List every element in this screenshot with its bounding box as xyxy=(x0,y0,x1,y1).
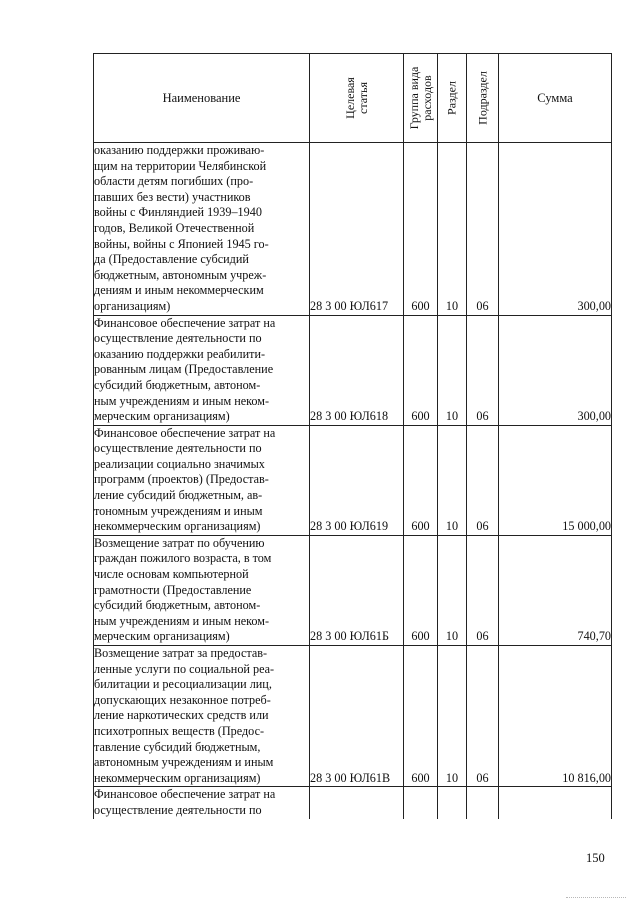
row-section: 10 xyxy=(438,646,467,787)
table-row xyxy=(94,787,612,819)
budget-table xyxy=(93,53,612,819)
row-subsection: 06 xyxy=(467,535,499,645)
row-target-article: 28 3 00 ЮЛ61Б xyxy=(310,535,404,645)
row-target-article: 28 3 00 ЮЛ618 xyxy=(310,315,404,425)
table-row xyxy=(94,535,612,645)
table-body xyxy=(94,143,612,819)
table-row xyxy=(94,425,612,535)
row-name: Финансовое обеспечение затрат на осуществление деятельности по оказанию поддержки реабилити- рованным лицам (Предоставление субсидий бюджетным, автоном- ным учреждениям и иным неком- мерческим организациям) xyxy=(94,315,310,425)
row-subsection: 06 xyxy=(467,425,499,535)
row-subsection: 06 xyxy=(467,143,499,316)
header-subsection-text: Подраздел xyxy=(475,71,489,125)
row-subsection xyxy=(467,787,499,819)
row-amount: 740,70 xyxy=(499,535,612,645)
table-row xyxy=(94,143,612,316)
table-row xyxy=(94,315,612,425)
header-section xyxy=(438,54,467,143)
row-section: 10 xyxy=(438,535,467,645)
row-amount: 10 816,00 xyxy=(499,646,612,787)
header-name: Наименование xyxy=(94,54,310,143)
row-section: 10 xyxy=(438,315,467,425)
row-amount: 300,00 xyxy=(499,143,612,316)
row-name: оказанию поддержки проживаю- щим на территории Челябинской области детям погибших (про- павших без вести) участников войны с Финляндией 1939–1940 годов, Великой Отечественной войны, войны с Японией 1945 го- да (Предоставление субсидий бюджетным, автономным учреж- дениям и иным некоммерческим организациям) xyxy=(94,143,310,316)
page-number: 150 xyxy=(586,851,605,865)
row-target-article: 28 3 00 ЮЛ617 xyxy=(310,143,404,316)
row-section: 10 xyxy=(438,143,467,316)
row-section: 10 xyxy=(438,425,467,535)
header-section-text: Раздел xyxy=(444,81,459,115)
row-expense-group: 600 xyxy=(404,425,438,535)
row-expense-group: 600 xyxy=(404,646,438,787)
row-name: Возмещение затрат за предостав- ленные услуги по социальной реа- билитации и ресоциализации лиц, допускающих незаконное потреб- ление наркотических средств или психотропных веществ (Предос- тавление субсидий бюджетным, автономным учреждениям и иным некоммерческим организациям) xyxy=(94,646,310,787)
row-section xyxy=(438,787,467,819)
header-amount: Сумма xyxy=(499,54,612,143)
header-target-article-text: Целевая статья xyxy=(342,77,370,119)
row-amount: 300,00 xyxy=(499,315,612,425)
footer-dotted-line xyxy=(566,897,626,899)
row-expense-group: 600 xyxy=(404,143,438,316)
row-expense-group: 600 xyxy=(404,535,438,645)
row-target-article xyxy=(310,787,404,819)
row-target-article: 28 3 00 ЮЛ619 xyxy=(310,425,404,535)
header-expense-group xyxy=(404,54,438,143)
row-name: Финансовое обеспечение затрат на осуществление деятельности по реализации социально значимых программ (проектов) (Предостав- ление субсидий бюджетным, ав- тономным учреждениям и иным некоммерческим организациям) xyxy=(94,425,310,535)
row-target-article: 28 3 00 ЮЛ61В xyxy=(310,646,404,787)
row-amount: 15 000,00 xyxy=(499,425,612,535)
header-subsection xyxy=(467,54,499,143)
row-name: Возмещение затрат по обучению граждан пожилого возраста, в том числе основам компьютерной грамотности (Предоставление субсидий бюджетным, автоном- ным учреждениям и иным неком- мерческим организациям) xyxy=(94,535,310,645)
row-name: Финансовое обеспечение затрат на осуществление деятельности по xyxy=(94,787,310,819)
table-header-row xyxy=(94,54,612,143)
header-target-article xyxy=(310,54,404,143)
header-expense-group-text: Группа вида расходов xyxy=(406,66,434,130)
row-subsection: 06 xyxy=(467,646,499,787)
row-expense-group xyxy=(404,787,438,819)
row-subsection: 06 xyxy=(467,315,499,425)
row-expense-group: 600 xyxy=(404,315,438,425)
table-row xyxy=(94,646,612,787)
row-amount xyxy=(499,787,612,819)
